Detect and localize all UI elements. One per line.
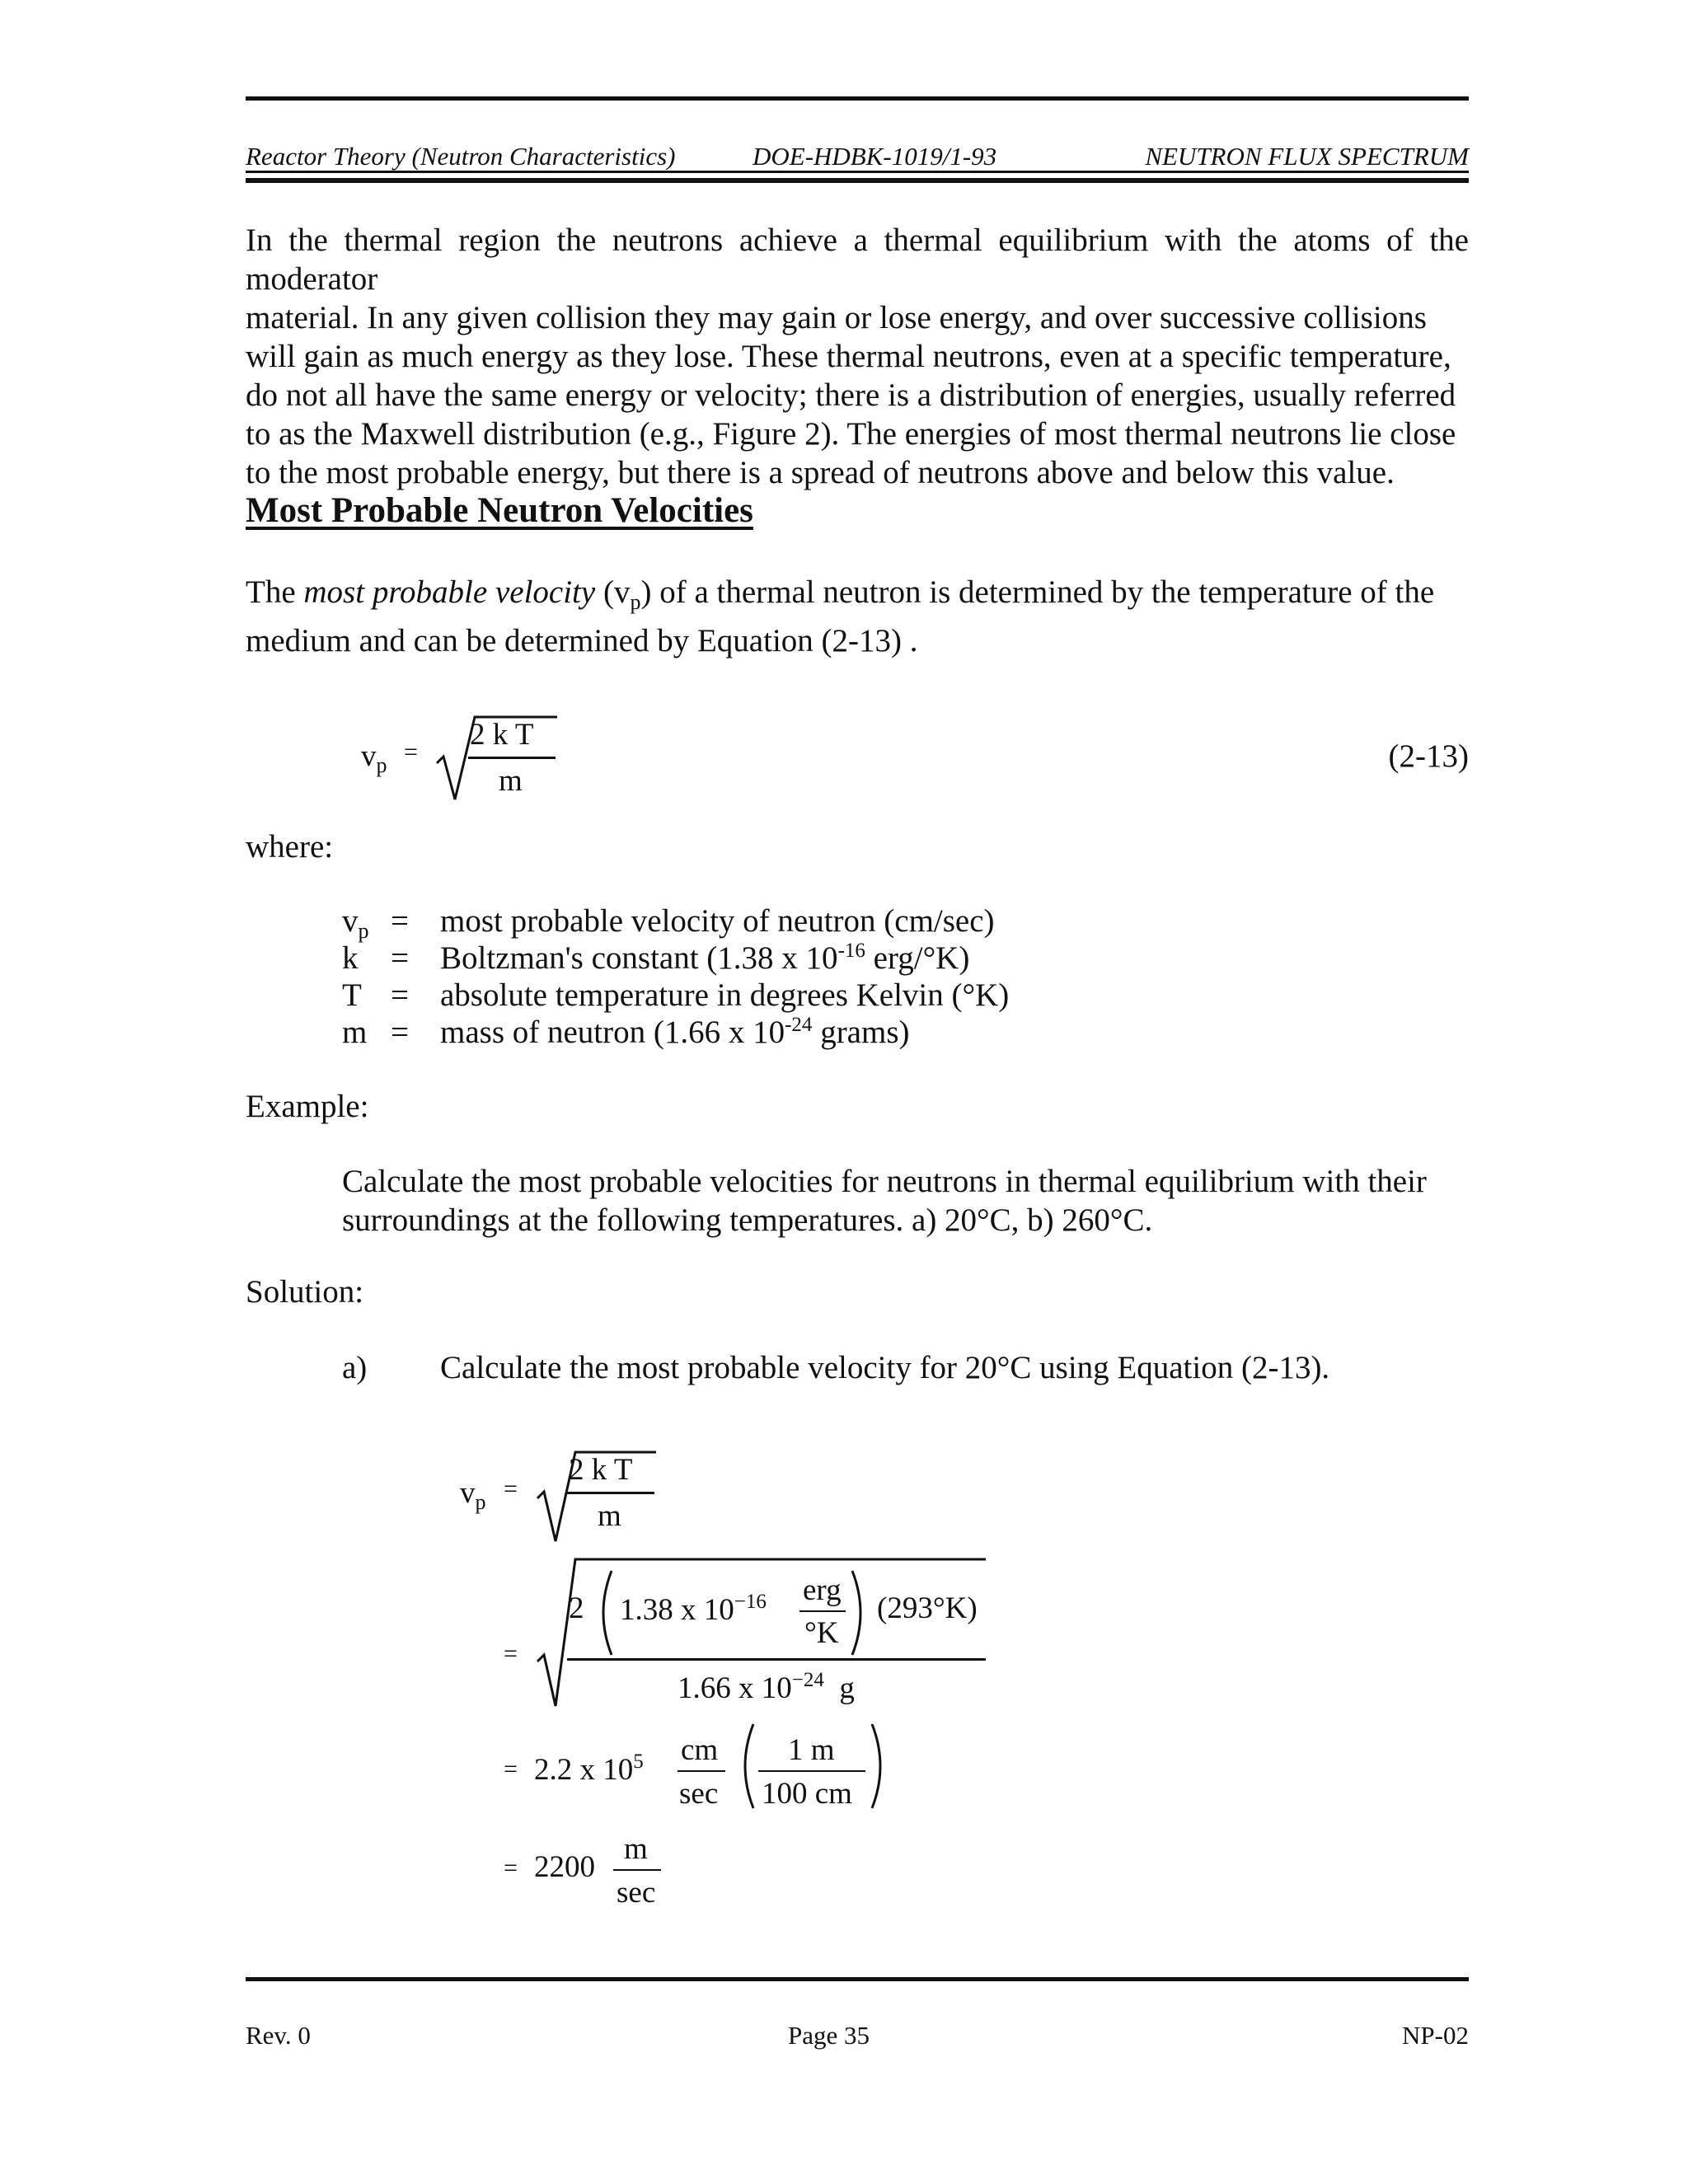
var-symbol-vp: $v_p$: [342, 903, 369, 943]
definition-line-2: medium and can be determined by Equation (2-13) .: [246, 623, 918, 658]
calc-step3-unit-numerator: cm: [681, 1733, 719, 1767]
calc-step3-unit-bar: [678, 1770, 725, 1772]
right-paren-icon: [867, 1721, 892, 1811]
calc-step2-unit-denominator: °K: [804, 1616, 839, 1650]
calc-step3-conversion-bar: [758, 1770, 865, 1772]
var-symbol-m: m: [342, 1015, 368, 1050]
var-equals: =: [391, 940, 409, 976]
calc-step1-fraction-bar: [567, 1492, 654, 1494]
header-bottom-rule-thin: [246, 171, 1469, 173]
calc-lhs: $v_p$: [460, 1476, 486, 1514]
var-equals: =: [391, 903, 409, 939]
calc-step3-conversion-numerator: 1 m: [788, 1733, 835, 1767]
right-paren-icon: [847, 1568, 872, 1658]
equation-equals: =: [404, 738, 418, 766]
intro-paragraph: [246, 221, 1469, 492]
calc-step2-temperature: (293°K): [877, 1591, 978, 1625]
intro-line-1: In the thermal region the neutrons achieve a thermal equilibrium with the atoms of the moderator: [246, 223, 1469, 297]
intro-line-6: to the most probable energy, but there is a spread of neutrons above and below this value.: [246, 455, 1395, 490]
equation-number: (2-13): [1388, 738, 1469, 774]
calc-step2-fraction-bar: [567, 1658, 986, 1661]
var-desc-k: Boltzman's constant (1.38 x $10^{-16}$ erg/°K): [440, 940, 970, 976]
equation-denominator: m: [499, 764, 523, 798]
section-heading: Most Probable Neutron Velocities: [246, 491, 753, 530]
calc-step3-unit-denominator: sec: [679, 1777, 719, 1811]
var-equals: =: [391, 977, 409, 1013]
var-symbol-t: T: [342, 977, 362, 1013]
calc-step4-unit-denominator: sec: [617, 1876, 656, 1910]
left-paren-icon: [592, 1568, 617, 1658]
calc-step1-numerator: 2 k T: [569, 1453, 633, 1487]
definition-symbol: $(v_p)$: [603, 574, 652, 614]
definition-term: most probable velocity: [303, 574, 596, 610]
definition-prefix: The: [246, 574, 296, 610]
solution-label: Solution:: [246, 1274, 364, 1310]
var-desc-m: mass of neutron (1.66 x $10^{-24}$ grams): [440, 1014, 910, 1050]
calc-step1-denominator: m: [598, 1499, 621, 1533]
calc-step2-value: 1.38 x $10^{-16}$: [620, 1591, 767, 1627]
step-a-text: Calculate the most probable velocity for 20°C using Equation (2-13).: [440, 1350, 1330, 1385]
intro-line-5: to as the Maxwell distribution (e.g., Figure 2). The energies of most thermal neutrons lie close: [246, 416, 1456, 452]
definition-paragraph: [246, 573, 1469, 660]
calc-step4-unit-bar: [613, 1869, 661, 1871]
var-symbol-k: k: [342, 940, 359, 976]
intro-line-2: material. In any given collision they may gain or lose energy, and over successive collisions: [246, 300, 1427, 335]
calc-step2-denominator: 1.66 x $10^{-24}$ g: [678, 1669, 855, 1705]
intro-line-4: do not all have the same energy or velocity; there is a distribution of energies, usually referred: [246, 377, 1456, 413]
intro-line-3: will gain as much energy as they lose. These thermal neutrons, even at a specific temperature,: [246, 339, 1451, 374]
example-label: Example:: [246, 1089, 369, 1124]
header-left-title: Reactor Theory (Neutron Characteristics): [246, 142, 676, 171]
left-paren-icon: [734, 1721, 758, 1811]
header-document-id: DOE-HDBK-1019/1-93: [753, 142, 997, 171]
example-line-1: Calculate the most probable velocities for neutrons in thermal equilibrium with their: [342, 1164, 1427, 1199]
definition-rest: of a thermal neutron is determined by the temperature of the: [659, 574, 1435, 610]
calc-step3-value: 2.2 x $10^5$: [534, 1750, 644, 1787]
calc-step4-unit-numerator: m: [624, 1832, 648, 1866]
calc-step3-conversion-denominator: 100 cm: [762, 1777, 852, 1811]
header-section-title: NEUTRON FLUX SPECTRUM: [1145, 142, 1469, 171]
var-equals: =: [391, 1015, 409, 1050]
equation-numerator: 2 k T: [470, 718, 534, 752]
calc-equals-1: =: [504, 1475, 518, 1502]
equation-lhs: $v_p$: [361, 739, 387, 777]
calc-step2-coefficient: 2: [569, 1591, 584, 1625]
calc-step4-value: 2200: [534, 1850, 595, 1884]
example-line-2: surroundings at the following temperatures. a) 20°C, b) 260°C.: [342, 1202, 1153, 1238]
var-desc-vp: most probable velocity of neutron (cm/sec): [440, 903, 995, 939]
calc-equals-2: =: [504, 1640, 518, 1667]
equation-fraction-bar: [468, 757, 556, 759]
header-top-rule: [246, 96, 1469, 101]
where-label: where:: [246, 829, 334, 865]
footer-revision: Rev. 0: [246, 2021, 311, 2050]
calc-step2-unit-bar: [799, 1610, 846, 1612]
example-text: [342, 1162, 1469, 1240]
footer-rule: [246, 1977, 1469, 1981]
footer-page-number: Page 35: [788, 2021, 870, 2050]
footer-module-id: NP-02: [1402, 2021, 1469, 2050]
step-a-label: a): [342, 1350, 368, 1385]
calc-step2-unit-numerator: erg: [803, 1573, 842, 1607]
calc-equals-3: =: [504, 1755, 518, 1783]
var-desc-t: absolute temperature in degrees Kelvin (°K): [440, 977, 1010, 1013]
definition-line-1: [246, 573, 1469, 621]
header-bottom-rule-thick: [246, 178, 1469, 183]
calc-equals-4: =: [504, 1854, 518, 1882]
